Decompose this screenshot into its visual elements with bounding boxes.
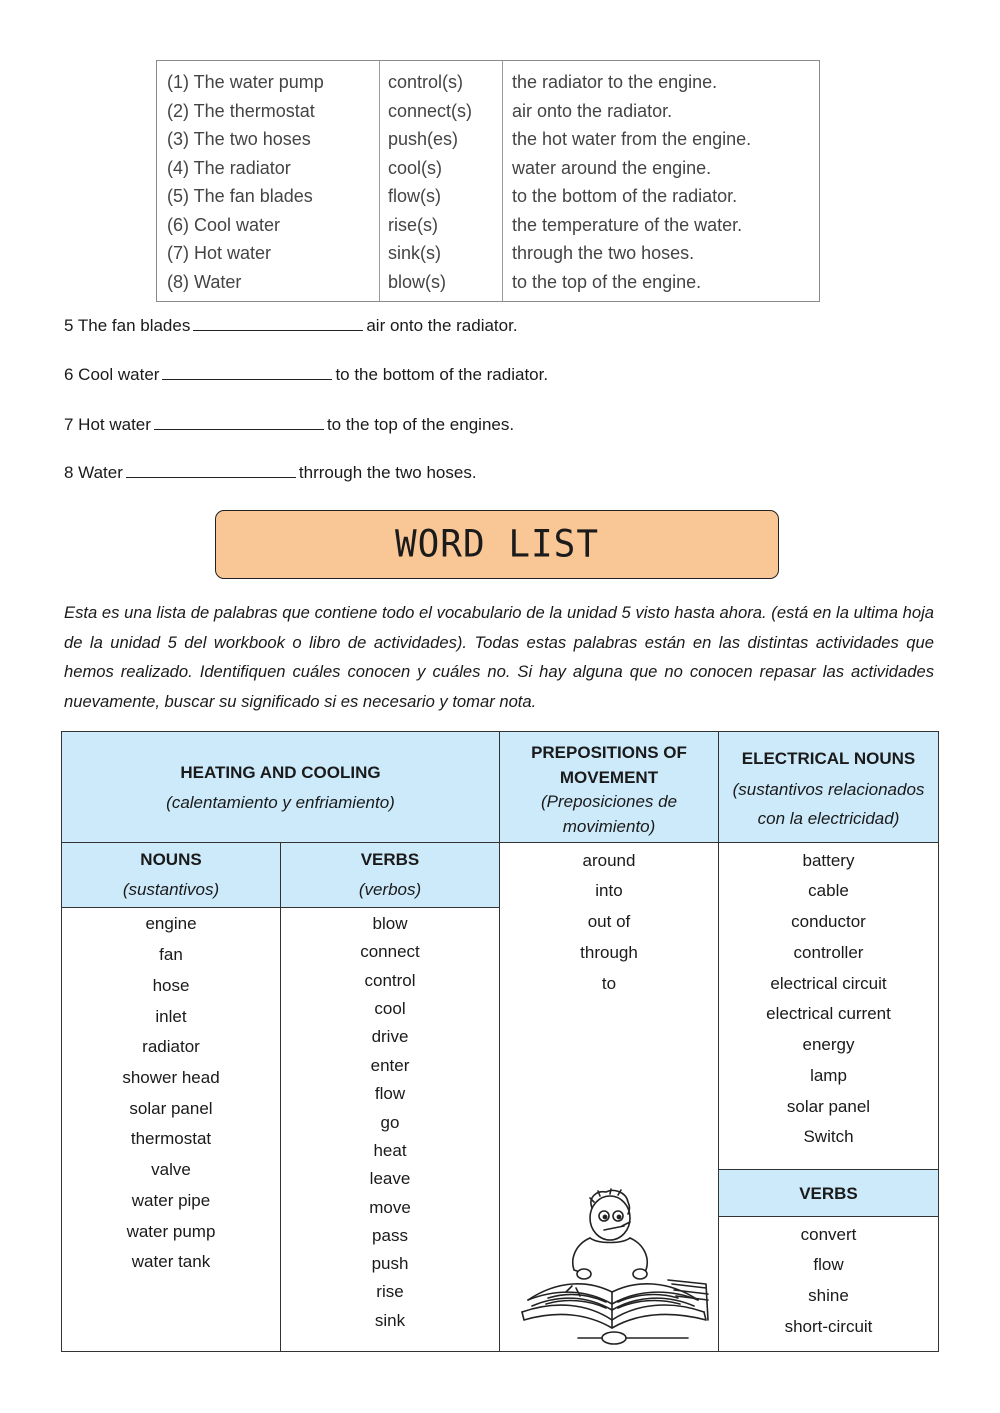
reading-student-illustration <box>518 1188 714 1348</box>
word-item: lamp <box>810 1066 847 1085</box>
word-item: drive <box>371 1027 409 1046</box>
heading-title: VERBS <box>799 1184 858 1203</box>
subject-item: (8) Water <box>167 272 242 292</box>
word-item: solar panel <box>786 1097 871 1116</box>
heading-subtitle: (calentamiento y enfriamiento) <box>166 793 395 812</box>
word-item: solar panel <box>129 1099 213 1118</box>
word-item: fan <box>159 945 183 964</box>
verb-item: sink(s) <box>388 243 441 263</box>
electrical-verbs-list <box>719 1217 938 1351</box>
word-item: cool <box>374 999 406 1018</box>
verb-item: connect(s) <box>388 101 473 121</box>
exercise-line <box>64 316 518 336</box>
exercise-start: 5 The fan blades <box>64 316 191 335</box>
answer-blank[interactable] <box>154 415 324 430</box>
word-item: shower head <box>122 1068 220 1087</box>
word-item: to <box>601 974 617 993</box>
word-item: controller <box>793 943 864 962</box>
word-list-table <box>61 731 939 1352</box>
exercise-start: 8 Water <box>64 463 123 482</box>
word-item: electrical circuit <box>770 974 887 993</box>
exercise-start: 6 Cool water <box>64 365 160 384</box>
word-item: water tank <box>131 1252 211 1271</box>
word-item: heat <box>373 1141 407 1160</box>
header-nouns <box>61 842 281 908</box>
word-item: short-circuit <box>784 1317 873 1336</box>
header-electrical-verbs <box>718 1169 939 1217</box>
heading-subtitle: (sustantivos relacionados con la electricidad) <box>732 780 925 828</box>
word-item: rise <box>376 1282 404 1301</box>
word-item: inlet <box>155 1007 187 1026</box>
answer-blank[interactable] <box>193 316 363 331</box>
word-item: convert <box>800 1225 857 1244</box>
endings-column <box>502 61 819 301</box>
word-item: into <box>595 881 623 900</box>
ending-item: to the bottom of the radiator. <box>512 186 738 206</box>
electrical-nouns-list <box>719 843 938 1169</box>
word-item: enter <box>370 1056 410 1075</box>
subject-item: (7) Hot water <box>167 243 272 263</box>
header-verbs <box>280 842 500 908</box>
verb-item: rise(s) <box>388 215 438 235</box>
word-item: cable <box>808 881 849 900</box>
word-item: thermostat <box>130 1129 212 1148</box>
heading-title: NOUNS <box>140 850 202 869</box>
exercise-line <box>64 463 477 483</box>
ending-item: water around the engine. <box>512 158 712 178</box>
verb-item: blow(s) <box>388 272 447 292</box>
word-item: control <box>364 971 416 990</box>
heading-subtitle: (Preposiciones de movimiento) <box>540 792 678 836</box>
intro-paragraph: Esta es una lista de palabras que contiene todo el vocabulario de la unidad 5 visto hasta ahora. (está en la ultima hoja de la unidad 5 del workbook o libro de actividades). Todas estas palabras están en las distintas actividades que hemos realizado. Identifiquen cuáles conocen y cuáles no. Si hay alguna que no conocen repasar las actividades nuevamente, buscar su significado si es necesario y tomar nota. <box>64 603 934 711</box>
prepositions-column <box>499 842 719 1352</box>
heading-title: VERBS <box>360 850 420 869</box>
ending-item: air onto the radiator. <box>512 101 673 121</box>
verb-item: flow(s) <box>388 186 441 206</box>
nouns-column <box>61 907 281 1352</box>
word-item: flow <box>374 1084 406 1103</box>
exercise-end: air onto the radiator. <box>366 316 518 335</box>
subject-item: (1) The water pump <box>167 72 324 92</box>
header-heating-cooling <box>61 731 500 843</box>
word-item: move <box>369 1198 411 1217</box>
word-item: radiator <box>142 1037 200 1056</box>
electrical-verbs-column <box>718 1216 939 1352</box>
header-electrical-nouns <box>718 731 939 843</box>
word-list-banner <box>215 510 779 579</box>
verb-item: control(s) <box>388 72 464 92</box>
subject-item: (5) The fan blades <box>167 186 313 206</box>
word-item: leave <box>369 1169 411 1188</box>
word-item: engine <box>145 914 197 933</box>
word-item: water pump <box>126 1222 216 1241</box>
word-item: sink <box>374 1311 406 1330</box>
heading-subtitle: (verbos) <box>358 880 422 899</box>
word-item: connect <box>360 942 420 961</box>
verb-item: cool(s) <box>388 158 443 178</box>
header-prepositions <box>499 731 719 843</box>
subject-item: (4) The radiator <box>167 158 291 178</box>
exercise-end: to the bottom of the radiator. <box>335 365 549 384</box>
word-item: battery <box>802 851 855 870</box>
subject-item: (2) The thermostat <box>167 101 315 121</box>
exercise-line <box>64 365 548 385</box>
word-item: pass <box>372 1226 408 1245</box>
heading-title: PREPOSITIONS OF MOVEMENT <box>531 743 687 787</box>
word-item: out of <box>587 912 631 931</box>
heading-title: HEATING AND COOLING <box>180 763 381 782</box>
exercise-line <box>64 415 514 435</box>
word-item: energy <box>802 1035 855 1054</box>
word-item: electrical current <box>766 1004 891 1023</box>
word-item: shine <box>808 1286 849 1305</box>
exercise-end: to the top of the engines. <box>326 415 515 434</box>
subject-item: (6) Cool water <box>167 215 281 235</box>
word-item: Switch <box>803 1127 854 1146</box>
subject-item: (3) The two hoses <box>167 129 311 149</box>
word-item: go <box>380 1113 400 1132</box>
verbs-column <box>379 61 503 301</box>
electrical-nouns-column <box>718 842 939 1170</box>
word-item: flow <box>813 1255 844 1274</box>
ending-item: the temperature of the water. <box>512 215 743 235</box>
word-item: push <box>371 1254 409 1273</box>
word-item: conductor <box>791 912 866 931</box>
word-item: through <box>580 943 638 962</box>
heading-subtitle: (sustantivos) <box>122 880 220 899</box>
verbs-column <box>280 907 500 1352</box>
verb-item: push(es) <box>388 129 459 149</box>
word-item: hose <box>152 976 190 995</box>
word-item: water pipe <box>131 1191 211 1210</box>
exercise-start: 7 Hot water <box>64 415 151 434</box>
answer-blank[interactable] <box>162 365 332 380</box>
subjects-column <box>157 61 380 301</box>
exercise-end: thrrough the two hoses. <box>298 463 477 482</box>
ending-item: to the top of the engine. <box>512 272 702 292</box>
word-item: around <box>582 851 636 870</box>
answer-blank[interactable] <box>126 463 296 478</box>
ending-item: the hot water from the engine. <box>512 129 752 149</box>
nouns-list <box>62 908 280 1351</box>
word-item: valve <box>151 1160 191 1179</box>
ending-item: through the two hoses. <box>512 243 695 263</box>
matching-table <box>156 60 820 302</box>
word-item: blow <box>372 914 408 933</box>
banner-title: WORD LIST <box>394 522 600 567</box>
heading-title: ELECTRICAL NOUNS <box>741 749 916 768</box>
verbs-list <box>281 908 499 1351</box>
ending-item: the radiator to the engine. <box>512 72 718 92</box>
